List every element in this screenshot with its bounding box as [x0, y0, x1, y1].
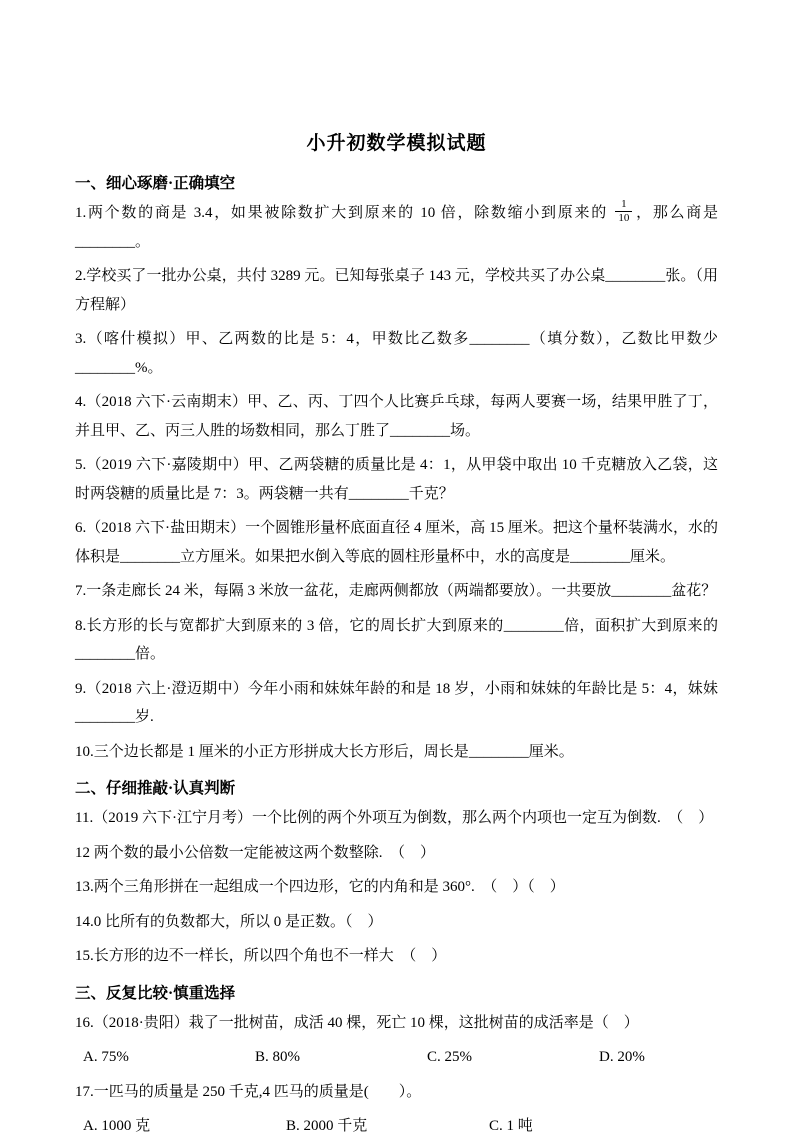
answer-option: C. 25%: [427, 1049, 472, 1065]
inline-fraction: [615, 198, 632, 224]
question-text: 4.（2018 六下·云南期末）甲、乙、丙、丁四个人比赛乒乓球，每两人要赛一场，结果甲胜了丁，并且甲、乙、丙三人胜的场数相同，那么丁胜了________场。: [75, 394, 718, 439]
answer-option: A. 75%: [83, 1049, 129, 1065]
section-heading: 三、反复比较·慎重选择: [75, 984, 236, 1002]
question-text: 3.（喀什模拟）甲、乙两数的比是 5：4，甲数比乙数多________（填分数），乙数比甲数少________%。: [75, 331, 718, 376]
exam-content: [75, 171, 718, 1141]
answer-option: B. 80%: [255, 1049, 300, 1065]
section-heading: 二、仔细推敲·认真判断: [75, 780, 236, 797]
answer-option: C. 1 吨: [489, 1118, 533, 1134]
options-row: [75, 1112, 718, 1141]
question-text: 16.（2018·贵阳）栽了一批树苗，成活 40 棵，死亡 10 棵，这批树苗的成活率是（ ）: [75, 1014, 639, 1031]
question-text: 2.学校买了一批办公桌，共付 3289 元。已知每张桌子 143 元，学校共买了办公桌________张。（用方程解）: [75, 268, 718, 313]
question-text: 7.一条走廊长 24 米，每隔 3 米放一盆花，走廊两侧都放（两端都要放）。一共要放________盆花？: [75, 583, 717, 599]
question-text: 6.（2018 六下·盐田期末）一个圆锥形量杯底面直径 4 厘米，高 15 厘米。把这个量杯装满水，水的体积是________立方厘米。如果把水倒入等底的圆柱形量杯中，水的高度是________厘米。: [75, 520, 718, 565]
fraction-numerator: 1: [615, 198, 632, 212]
answer-option: A. 1000 克: [83, 1118, 151, 1134]
answer-option: D. 20%: [599, 1049, 645, 1065]
question-text: 10.三个边长都是 1 厘米的小正方形拼成大长方形后，周长是________厘米。: [75, 743, 574, 760]
question-text: 5.（2019 六下·嘉陵期中）甲、乙两袋糖的质量比是 4：1，从甲袋中取出 10 千克糖放入乙袋，这时两袋糖的质量比是 7：3。两袋糖一共有________千克？: [75, 457, 718, 502]
answer-option: B. 2000 千克: [286, 1118, 368, 1134]
page-title: 小升初数学模拟试题: [306, 133, 487, 154]
question-text: 14.0 比所有的负数都大，所以 0 是正数。（ ）: [75, 913, 383, 930]
options-row: [75, 1043, 718, 1072]
question-text: 11.（2019 六下·江宁月考）一个比例的两个外项互为倒数，那么两个内项也一定互为倒数. （ ）: [75, 810, 714, 826]
fraction-denominator: 10: [618, 212, 630, 225]
question-text: 8.长方形的长与宽都扩大到原来的 3 倍，它的周长扩大到原来的________倍，面积扩大到原来的________倍。: [75, 617, 718, 662]
question-text: 15.长方形的边不一样长，所以四个角也不一样大 （ ）: [75, 948, 447, 964]
question-text: 17.一匹马的质量是 250 千克,4 匹马的质量是( ）。: [75, 1083, 422, 1100]
question-text: 13.两个三角形拼在一起组成一个四边形，它的内角和是 360°. （ ）（ ）: [75, 879, 565, 895]
question-text: 12 两个数的最小公倍数一定能被这两个数整除. （ ）: [75, 844, 436, 861]
question-text: 9.（2018 六上·澄迈期中）今年小雨和妹妹年龄的和是 18 岁，小雨和妹妹的年龄比是 5：4，妹妹________岁.: [75, 680, 718, 725]
section-heading: 一、细心琢磨·正确填空: [75, 175, 236, 192]
question-text: 1.两个数的商是 3.4，如果被除数扩大到原来的 10 倍，除数缩小到原来的 $\frac{1}{10}$ ，那么商是________。: [75, 198, 718, 250]
